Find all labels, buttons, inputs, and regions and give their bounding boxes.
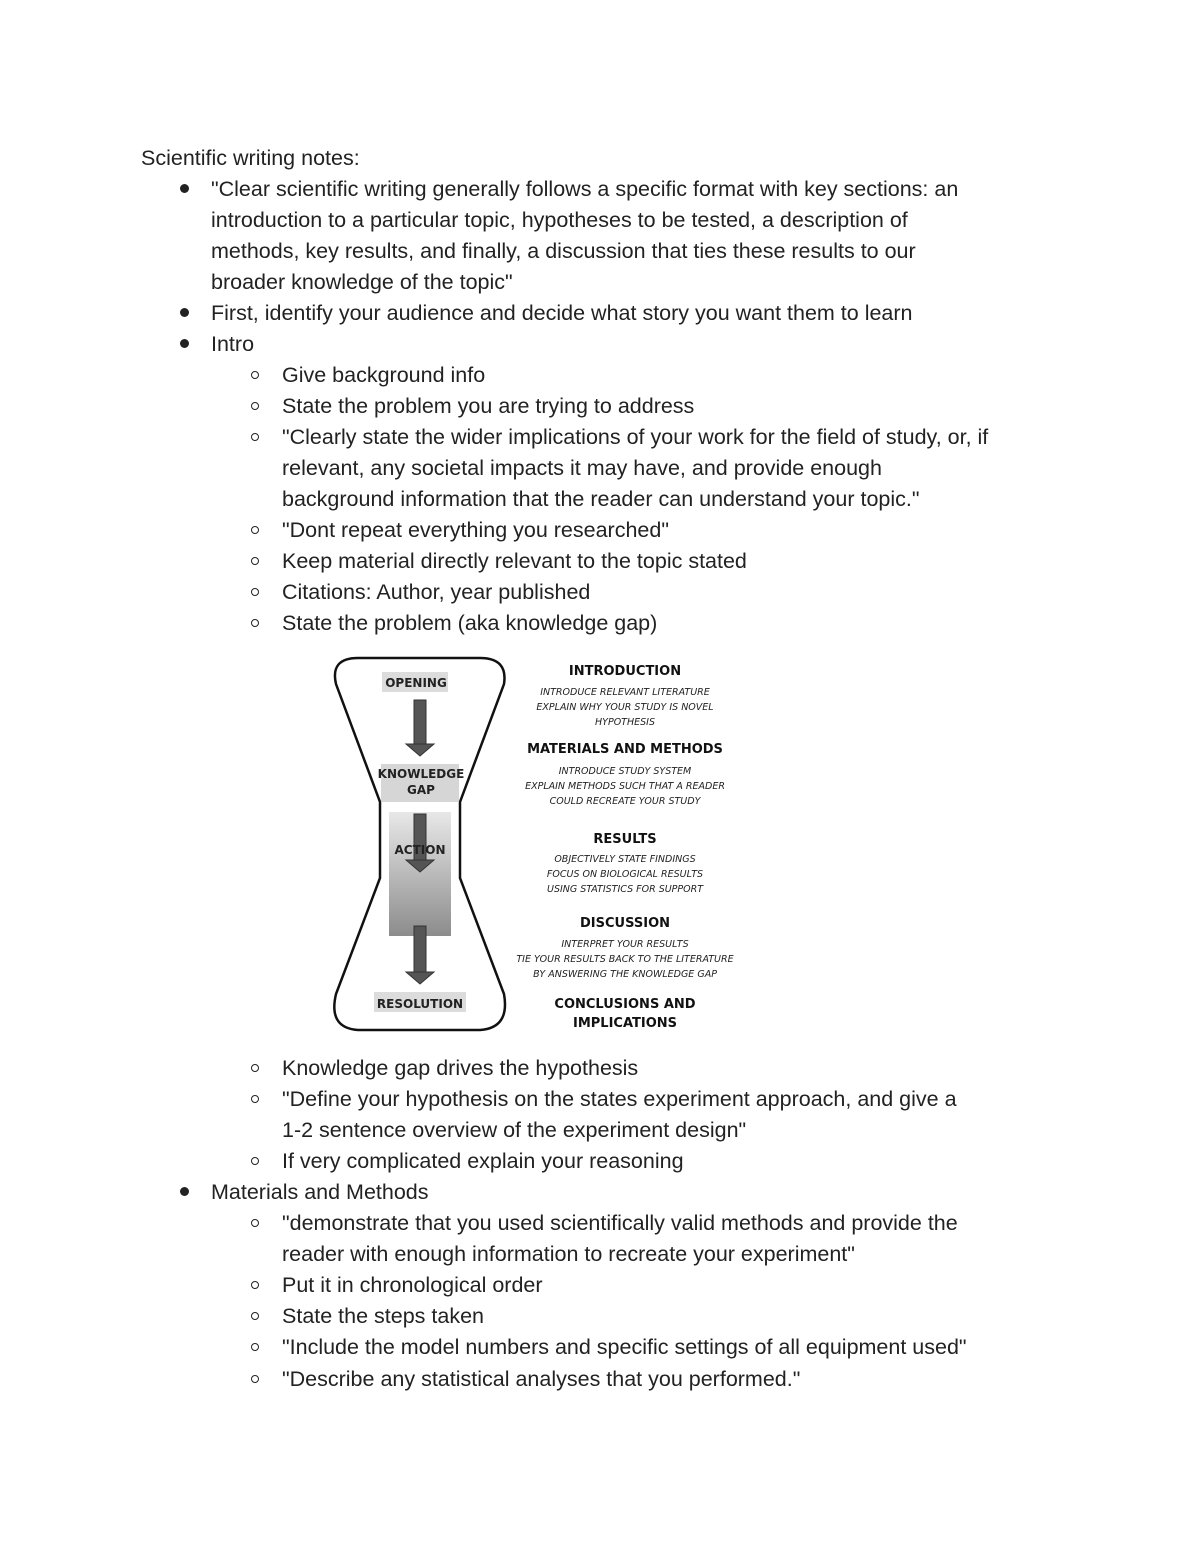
sub-bullet-marker xyxy=(251,619,259,627)
sub-item-text: "Clearly state the wider implications of your work for the field of study, or, if xyxy=(282,425,989,449)
sub-item-text: "demonstrate that you used scientifically valid methods and provide the xyxy=(282,1211,958,1235)
sub-bullet-marker xyxy=(251,1375,259,1383)
list-item-text: "Clear scientific writing generally follows a specific format with key sections: an xyxy=(211,177,959,201)
sub-bullet-marker xyxy=(251,1281,259,1289)
sub-bullet-marker xyxy=(251,557,259,565)
section-heading: MATERIALS AND METHODS xyxy=(527,742,723,757)
section-line: INTRODUCE RELEVANT LITERATURE xyxy=(540,687,710,698)
section-line: HYPOTHESIS xyxy=(595,717,655,728)
sub-item-text: relevant, any societal impacts it may have, and provide enough xyxy=(282,456,882,480)
sub-item-text: Put it in chronological order xyxy=(282,1273,543,1297)
section-line: OBJECTIVELY STATE FINDINGS xyxy=(554,854,696,865)
sub-bullet-marker xyxy=(251,402,259,410)
list-item-text: Materials and Methods xyxy=(211,1180,429,1204)
section-line: INTRODUCE STUDY SYSTEM xyxy=(558,766,692,777)
sub-item-text: background information that the reader can understand your topic." xyxy=(282,487,920,511)
hourglass-figure xyxy=(318,652,758,1042)
sub-item-text: 1-2 sentence overview of the experiment design" xyxy=(282,1118,747,1142)
list-item-text: broader knowledge of the topic" xyxy=(211,270,513,294)
sub-item-text: If very complicated explain your reasoning xyxy=(282,1149,684,1173)
sub-item-text: State the steps taken xyxy=(282,1304,484,1328)
sub-item-text: State the problem (aka knowledge gap) xyxy=(282,611,658,635)
bullet-marker xyxy=(180,308,189,317)
list-item-text: First, identify your audience and decide what story you want them to learn xyxy=(211,301,913,325)
section-heading: RESULTS xyxy=(593,832,657,847)
sub-bullet-marker xyxy=(251,1157,259,1165)
bullet-marker xyxy=(180,1187,189,1196)
section-line: COULD RECREATE YOUR STUDY xyxy=(549,796,701,807)
sub-item-text: "Define your hypothesis on the states experiment approach, and give a xyxy=(282,1087,957,1111)
page-title: Scientific writing notes: xyxy=(141,146,360,170)
section-line: EXPLAIN METHODS SUCH THAT A READER xyxy=(525,781,725,792)
label-opening: OPENING xyxy=(385,676,447,690)
sub-item-text: "Include the model numbers and specific settings of all equipment used" xyxy=(282,1335,967,1359)
sub-item-text: reader with enough information to recreate your experiment" xyxy=(282,1242,855,1266)
list-item-text: introduction to a particular topic, hypotheses to be tested, a description of xyxy=(211,208,908,232)
label-action: ACTION xyxy=(394,843,446,857)
list-item-text: methods, key results, and finally, a discussion that ties these results to our xyxy=(211,239,916,263)
sub-bullet-marker xyxy=(251,1343,259,1351)
sub-bullet-marker xyxy=(251,588,259,596)
label-knowledge: KNOWLEDGE xyxy=(377,767,465,781)
bullet-marker xyxy=(180,184,189,193)
sub-item-text: Knowledge gap drives the hypothesis xyxy=(282,1056,639,1080)
sub-item-text: Citations: Author, year published xyxy=(282,580,591,604)
section-line: INTERPRET YOUR RESULTS xyxy=(561,939,689,950)
sub-item-text: Keep material directly relevant to the topic stated xyxy=(282,549,747,573)
section-heading: DISCUSSION xyxy=(580,916,670,931)
sub-bullet-marker xyxy=(251,1219,259,1227)
section-line: BY ANSWERING THE KNOWLEDGE GAP xyxy=(533,969,717,980)
label-gap: GAP xyxy=(407,783,435,797)
section-heading: CONCLUSIONS AND xyxy=(554,997,696,1012)
section-line: USING STATISTICS FOR SUPPORT xyxy=(546,884,704,895)
sub-bullet-marker xyxy=(251,526,259,534)
label-resolution: RESOLUTION xyxy=(376,997,464,1011)
sub-item-text: Give background info xyxy=(282,363,486,387)
sub-bullet-marker xyxy=(251,1312,259,1320)
section-line: EXPLAIN WHY YOUR STUDY IS NOVEL xyxy=(536,702,714,713)
list-item-text: Intro xyxy=(211,332,255,356)
sub-item-text: "Dont repeat everything you researched" xyxy=(282,518,669,542)
sub-bullet-marker xyxy=(251,371,259,379)
section-line: FOCUS ON BIOLOGICAL RESULTS xyxy=(546,869,704,880)
structure-diagram xyxy=(318,652,758,1042)
section-line: TIE YOUR RESULTS BACK TO THE LITERATURE xyxy=(516,954,734,965)
sub-item-text: "Describe any statistical analyses that you performed." xyxy=(282,1367,801,1391)
section-heading: INTRODUCTION xyxy=(568,664,682,679)
sub-item-text: State the problem you are trying to address xyxy=(282,394,695,418)
bullet-marker xyxy=(180,339,189,348)
sub-bullet-marker xyxy=(251,1095,259,1103)
section-heading: IMPLICATIONS xyxy=(572,1016,678,1031)
sub-bullet-marker xyxy=(251,433,259,441)
sub-bullet-marker xyxy=(251,1064,259,1072)
